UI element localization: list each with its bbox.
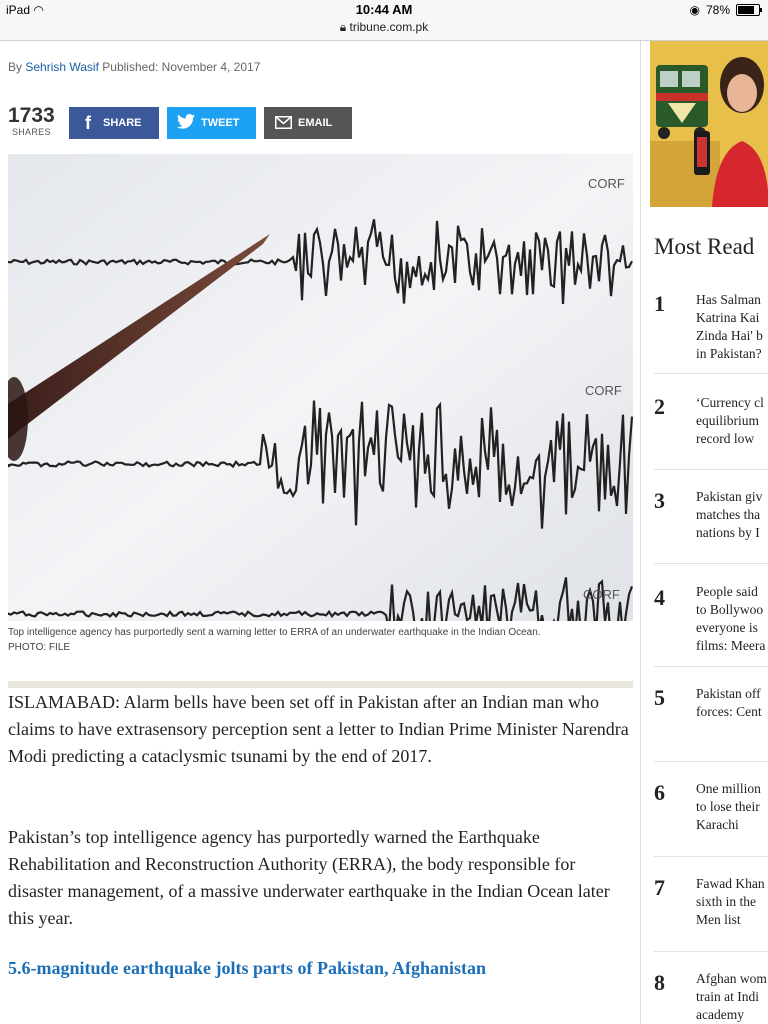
most-read-headline: Afghan wom train at Indi academy [696,971,767,1022]
most-read-headline: ‘Currency cl equilibrium record low [696,395,764,446]
most-read-rank: 1 [654,291,665,316]
share-count: 1733 [8,104,55,127]
trace-label-1: CORF [588,176,625,191]
orientation-lock-icon: ◉ [689,3,700,17]
twitter-share-label: TWEET [201,117,240,129]
caption-credit: PHOTO: FILE [8,642,71,653]
most-read-rank: 3 [654,488,665,513]
most-read-rank: 5 [654,685,665,710]
most-read-item[interactable] [654,469,768,564]
clock: 10:44 AM [355,2,413,17]
envelope-icon [268,113,298,134]
most-read-rank: 7 [654,875,665,900]
twitter-icon [171,113,201,134]
article-divider [8,681,633,688]
status-bar [0,0,768,41]
most-read-headline: Pakistan giv matches tha nations by I [696,489,763,540]
most-read-headline: People said to Bollywoo everyone is films: Meera [696,584,766,653]
most-read-rank: 2 [654,394,665,419]
wifi-icon: ◠ [33,3,44,17]
email-share-label: EMAIL [298,117,333,129]
advertisement-banner[interactable] [650,41,768,207]
image-caption [8,625,633,655]
most-read-item[interactable] [654,761,768,857]
byline-prefix: By [8,60,23,74]
author-link[interactable]: Sehrish Wasif [25,60,99,74]
most-read-headline: Pakistan off forces: Cent [696,686,762,719]
sidebar [640,41,768,1024]
most-read-rank: 6 [654,780,665,805]
url-text: tribune.com.pk [349,20,429,34]
most-read-item[interactable] [654,666,768,762]
trace-label-3: CORF [583,587,620,602]
lock-icon: 🔒︎ [339,20,347,34]
share-count-label: SHARES [11,127,51,137]
seismograph-image [8,154,633,621]
related-article-link[interactable]: 5.6-magnitude earthquake jolts parts of Pakistan, Afghanistan [8,958,487,978]
most-read-headline: Fawad Khan sixth in the Men list [696,876,765,927]
most-read-item[interactable] [654,373,768,470]
ad-image [650,41,768,207]
most-read-item[interactable] [654,856,768,952]
byline [8,60,260,74]
most-read-heading: Most Read [654,234,755,259]
device-label: iPad [6,3,31,17]
facebook-share-label: SHARE [103,117,142,129]
facebook-icon: f [85,112,91,133]
trace-label-2: CORF [585,383,622,398]
article-paragraph-2: Pakistan’s top intelligence agency has purportedly warned the Earthquake Rehabilitation and Reconstruction Authority (ERRA), the body responsible for disaster management, of a massive underwater earthquake in the Indian Ocean later this year. [8,827,610,928]
seismograph-photo [8,154,633,621]
most-read-item[interactable] [654,563,768,667]
caption-text: Top intelligence agency has purportedly sent a warning letter to ERRA of an underwater earthquake in the Indian Ocean. [8,627,541,638]
most-read-headline: Has Salman Katrina Kai Zinda Hai' b in Pakistan? [696,292,763,361]
facebook-share-button[interactable] [69,107,159,139]
most-read-headline: One million to lose their Karachi [696,781,761,832]
battery-area [689,3,760,17]
article-paragraph-1: ISLAMABAD: Alarm bells have been set off in Pakistan after an Indian man who claims to have extrasensory perception sent a letter to Indian Prime Minister Narendra Modi predicting a cataclysmic tsunami by the end of 2017. [8,692,629,766]
article-main [0,41,640,1024]
address-bar[interactable] [0,20,768,35]
battery-percent: 78% [705,3,730,17]
battery-icon [736,4,760,16]
most-read-rank: 4 [654,585,665,610]
share-counter [8,105,55,137]
most-read-item[interactable] [654,277,768,373]
most-read-item[interactable] [654,951,768,1024]
email-share-button[interactable] [264,107,352,139]
most-read-rank: 8 [654,970,665,995]
twitter-share-button[interactable] [167,107,256,139]
published-date: Published: November 4, 2017 [102,60,261,74]
